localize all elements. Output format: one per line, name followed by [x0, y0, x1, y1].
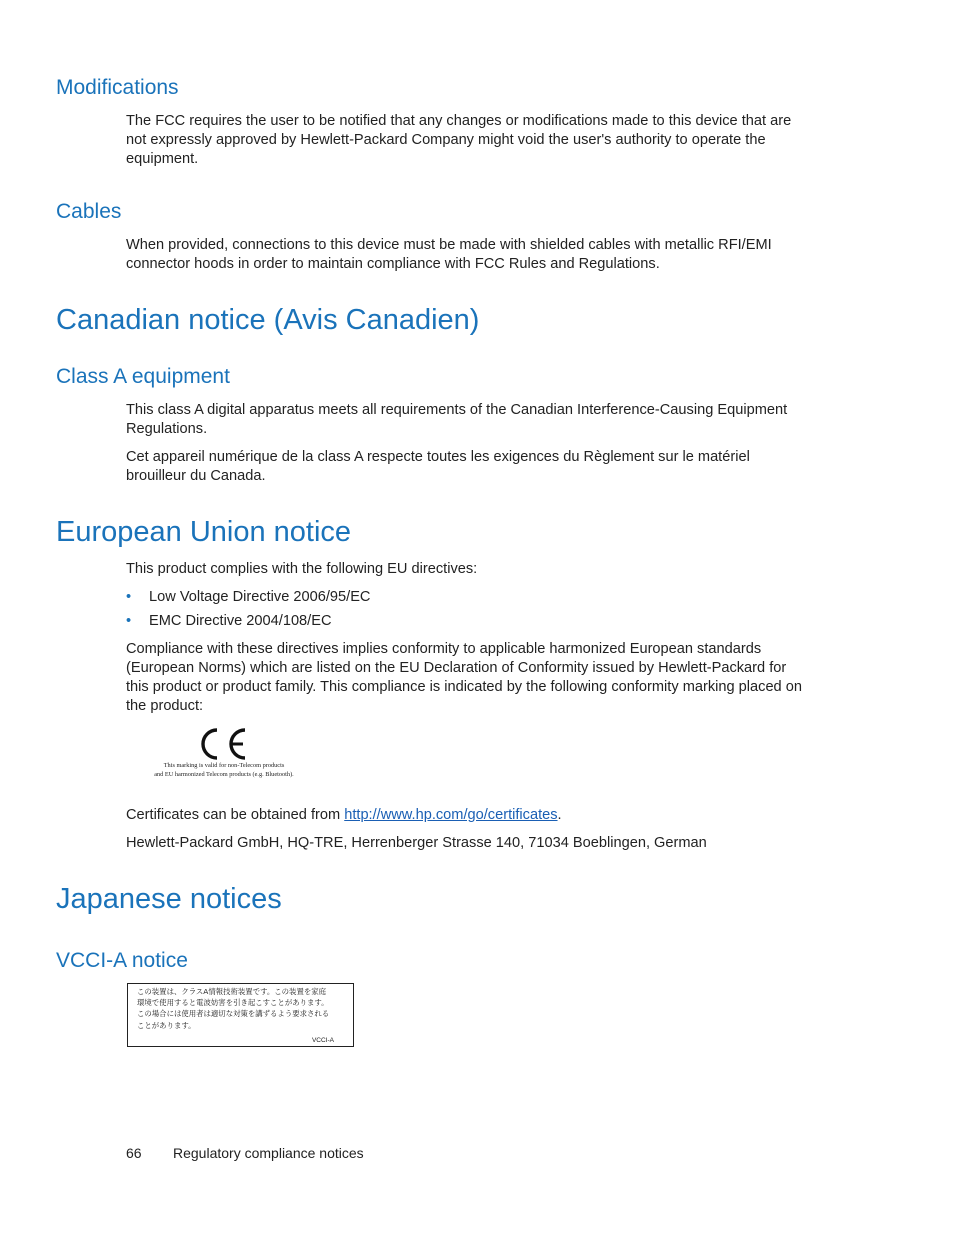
- certificates-link[interactable]: http://www.hp.com/go/certificates: [344, 807, 558, 823]
- eu-intro-paragraph: This product complies with the following EU directives:: [126, 561, 478, 577]
- bullet-icon: •: [126, 613, 132, 629]
- ce-note-line: This marking is valid for non-Telecom products: [163, 762, 285, 769]
- hp-address: Hewlett-Packard GmbH, HQ-TRE, Herrenberger Strasse 140, 71034 Boeblingen, German: [126, 835, 707, 851]
- cables-paragraph: When provided, connections to this device must be made with shielded cables with metallic RFI/EMI connector hoods in order to maintain compliance with FCC Rules and Regulations.: [126, 237, 772, 272]
- vcci-text-line: ことがあります。: [137, 1020, 196, 1030]
- ce-mark-icon: [133, 726, 315, 762]
- japanese-notices-heading: Japanese notices: [56, 883, 282, 915]
- ce-note-line: and EU harmonized Telecom products (e.g. Bluetooth).: [154, 771, 294, 778]
- certificates-prefix: Certificates can be obtained from: [126, 807, 345, 823]
- canadian-paragraph-fr: Cet appareil numérique de la class A respecte toutes les exigences du Règlement sur le matériel brouilleur du Canada.: [126, 449, 750, 484]
- vcci-text-line: この場合には使用者は適切な対策を講ずるよう要求される: [137, 1009, 330, 1019]
- modifications-paragraph: The FCC requires the user to be notified that any changes or modifications made to this device that are not expressly approved by Hewlett-Packard Company might void the user's authority to operate the equipment.: [126, 113, 792, 167]
- vcci-notice-text: [137, 986, 351, 1031]
- directive-label: EMC Directive 2004/108/EC: [149, 613, 332, 629]
- vcci-notice-box: [127, 983, 354, 1047]
- ce-note: [133, 761, 315, 779]
- eu-notice-heading: European Union notice: [56, 516, 352, 548]
- vcci-text-line: この装置は、クラスA情報技術装置です。この装置を家庭: [137, 987, 327, 996]
- vcci-a-notice-heading: VCCI-A notice: [56, 949, 188, 972]
- canadian-notice-heading: Canadian notice (Avis Canadien): [56, 304, 480, 336]
- page-number: 66: [126, 1145, 142, 1161]
- certificates-suffix: .: [557, 807, 562, 823]
- footer-section-title: Regulatory compliance notices: [173, 1145, 364, 1161]
- ce-marking: [133, 726, 315, 782]
- modifications-heading: Modifications: [56, 76, 179, 99]
- directive-label: Low Voltage Directive 2006/95/EC: [149, 589, 371, 605]
- certificates-paragraph: [126, 806, 806, 825]
- eu-compliance-paragraph: Compliance with these directives implies conformity to applicable harmonized European standards (European Norms) which are listed on the EU Declaration of Conformity issued by Hewlett-Packard for this product or product family. This compliance is indicated by the following conformity marking placed on the product:: [126, 641, 802, 714]
- vcci-label: VCCI-A: [311, 1037, 334, 1044]
- vcci-text-line: 環境で使用すると電波妨害を引き起こすことがあります。: [137, 998, 329, 1008]
- class-a-equipment-heading: Class A equipment: [56, 365, 230, 388]
- canadian-paragraph-en: This class A digital apparatus meets all requirements of the Canadian Interference-Causing Equipment Regulations.: [126, 402, 788, 437]
- bullet-icon: •: [126, 589, 132, 605]
- eu-directive-item: [126, 588, 370, 607]
- eu-directive-item: [126, 612, 332, 631]
- cables-heading: Cables: [56, 200, 122, 223]
